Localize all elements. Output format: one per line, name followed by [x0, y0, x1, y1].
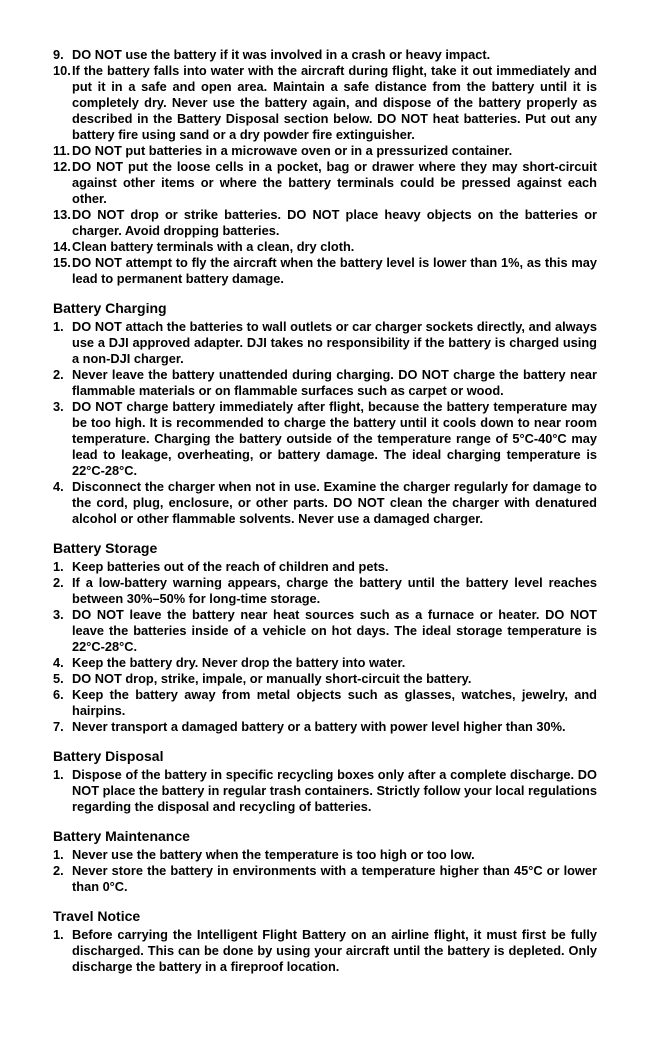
- section-battery-disposal: [53, 747, 597, 815]
- section-heading: Battery Storage: [53, 540, 158, 556]
- list-item-number: 12.: [53, 159, 71, 174]
- list-item-number: 4.: [53, 479, 64, 494]
- list-item-number: 1.: [53, 559, 64, 574]
- list-item-text: DO NOT put batteries in a microwave oven or in a pressurized container.: [72, 143, 513, 158]
- list-item: [53, 207, 597, 239]
- list-item: [53, 239, 597, 255]
- list-item-number: 4.: [53, 655, 64, 670]
- list-item-text: Never use the battery when the temperature is too high or too low.: [72, 847, 475, 862]
- list-item-number: 1.: [53, 767, 64, 782]
- list-item-text: Never transport a damaged battery or a battery with power level higher than 30%.: [72, 719, 566, 734]
- list-item-text: If the battery falls into water with the aircraft during flight, take it out immediately and put it in a safe and open area. Maintain a safe distance from the battery until it is completely dry. Never use the battery again, and dispose of the battery properly as described in the Battery Disposal section below. DO NOT heat batteries. Put out any battery fire using sand or a dry powder fire extinguisher.: [72, 63, 597, 142]
- list-item-text: Clean battery terminals with a clean, dry cloth.: [72, 239, 355, 254]
- list-item-number: 3.: [53, 607, 64, 622]
- list-item-number: 6.: [53, 687, 64, 702]
- list-item: [53, 687, 597, 719]
- section-heading: Battery Disposal: [53, 748, 164, 764]
- list-item-text: Keep the battery away from metal objects such as glasses, watches, jewelry, and hairpins.: [72, 687, 597, 718]
- list-item-text: DO NOT put the loose cells in a pocket, bag or drawer where they may short-circuit against other items or where the battery terminals could be pressed against each other.: [72, 159, 597, 206]
- section-travel-notice: [53, 907, 597, 975]
- list-item-number: 3.: [53, 399, 64, 414]
- section-heading: Travel Notice: [53, 908, 141, 924]
- list-item: [53, 671, 597, 687]
- list-item-number: 13.: [53, 207, 71, 222]
- list-item-text: Dispose of the battery in specific recycling boxes only after a complete discharge. DO NOT place the battery in regular trash containers. Strictly follow your local regulations regarding the disposal and recycling of batteries.: [72, 767, 597, 814]
- list-item: [53, 847, 597, 863]
- list-item: [53, 607, 597, 655]
- list-item-number: 1.: [53, 319, 64, 334]
- list-item: [53, 63, 597, 143]
- list-item-text: DO NOT leave the battery near heat sources such as a furnace or heater. DO NOT leave the batteries inside of a vehicle on hot days. The ideal storage temperature is 22°C-28°C.: [72, 607, 597, 654]
- list-item: [53, 863, 597, 895]
- list-item: [53, 767, 597, 815]
- section-battery-safety-continued: [53, 47, 597, 287]
- list-item-number: 5.: [53, 671, 64, 686]
- list-item: [53, 655, 597, 671]
- list-item-number: 10.: [53, 63, 71, 78]
- list-item: [53, 47, 597, 63]
- list-item: [53, 719, 597, 735]
- list-item: [53, 575, 597, 607]
- list-item: [53, 399, 597, 479]
- section-battery-maintenance: [53, 827, 597, 895]
- section-battery-charging: [53, 299, 597, 527]
- list-item-number: 2.: [53, 575, 64, 590]
- list-item-text: Disconnect the charger when not in use. Examine the charger regularly for damage to the cord, plug, enclosure, or other parts. DO NOT clean the charger with denatured alcohol or other flammable solvents. Never use a damaged charger.: [72, 479, 597, 526]
- list-item-number: 9.: [53, 47, 64, 62]
- list-item-text: DO NOT charge battery immediately after flight, because the battery temperature may be too high. It is recommended to charge the battery until it cools down to near room temperature. Charging the battery outside of the temperature range of 5°C-40°C may lead to leakage, overheating, or battery damage. The ideal charging temperature is 22°C-28°C.: [72, 399, 597, 478]
- list-item-number: 15.: [53, 255, 71, 270]
- list-item-number: 14.: [53, 239, 71, 254]
- list-item-text: Never store the battery in environments with a temperature higher than 45°C or lower than 0°C.: [72, 863, 597, 894]
- list-item: [53, 927, 597, 975]
- list-item: [53, 319, 597, 367]
- list-item-text: If a low-battery warning appears, charge the battery until the battery level reaches between 30%–50% for long-time storage.: [72, 575, 597, 606]
- list-item: [53, 143, 597, 159]
- list-item-text: Keep batteries out of the reach of children and pets.: [72, 559, 389, 574]
- list-item: [53, 255, 597, 287]
- list-item-number: 1.: [53, 847, 64, 862]
- section-battery-storage: [53, 539, 597, 735]
- list-item-text: DO NOT use the battery if it was involved in a crash or heavy impact.: [72, 47, 491, 62]
- list-item: [53, 479, 597, 527]
- list-item-text: DO NOT attach the batteries to wall outlets or car charger sockets directly, and always use a DJI approved adapter. DJI takes no responsibility if the battery is charged using a non-DJI charger.: [72, 319, 597, 366]
- list-item: [53, 559, 597, 575]
- list-item: [53, 367, 597, 399]
- list-item-number: 7.: [53, 719, 64, 734]
- list-item-number: 2.: [53, 367, 64, 382]
- list-item-text: Never leave the battery unattended during charging. DO NOT charge the battery near flammable materials or on flammable surfaces such as carpet or wood.: [72, 367, 597, 398]
- list-item-text: DO NOT drop, strike, impale, or manually short-circuit the battery.: [72, 671, 472, 686]
- list-item: [53, 159, 597, 207]
- section-heading: Battery Maintenance: [53, 828, 190, 844]
- list-item-text: Before carrying the Intelligent Flight Battery on an airline flight, it must first be fully discharged. This can be done by using your aircraft until the battery is depleted. Only discharge the battery in a fireproof location.: [72, 927, 597, 974]
- list-item-number: 2.: [53, 863, 64, 878]
- list-item-text: DO NOT drop or strike batteries. DO NOT place heavy objects on the batteries or charger. Avoid dropping batteries.: [72, 207, 597, 238]
- section-heading: Battery Charging: [53, 300, 167, 316]
- list-item-number: 11.: [53, 143, 71, 158]
- list-item-text: DO NOT attempt to fly the aircraft when the battery level is lower than 1%, as this may lead to permanent battery damage.: [72, 255, 597, 286]
- list-item-text: Keep the battery dry. Never drop the battery into water.: [72, 655, 406, 670]
- list-item-number: 1.: [53, 927, 64, 942]
